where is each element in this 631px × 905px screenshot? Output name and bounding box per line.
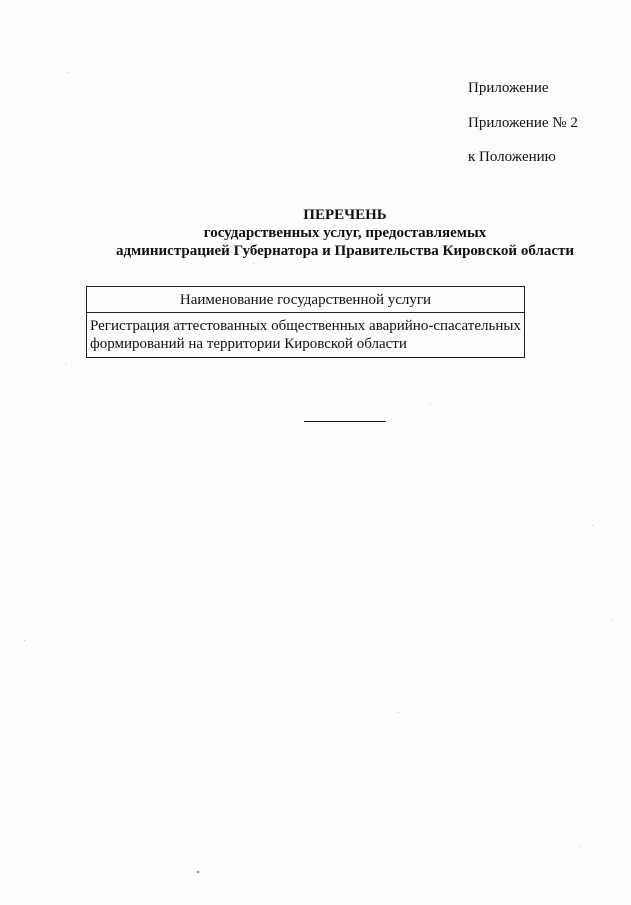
document-title (60, 206, 630, 260)
scan-speck (398, 712, 399, 713)
closing-divider (304, 421, 386, 422)
title-heading: ПЕРЕЧЕНЬ (303, 207, 387, 223)
scan-speck (611, 619, 612, 620)
title-authority: администрацией Губернатора и Правительства Кировской области (115, 243, 575, 259)
annex-number: Приложение № 2 (468, 115, 578, 131)
table-row (87, 313, 525, 358)
table-header-row (87, 287, 525, 313)
scan-speck (592, 525, 593, 526)
scan-speck (197, 871, 199, 873)
scan-speck (24, 640, 25, 641)
scan-speck (253, 263, 254, 264)
annex-reference: к Положению (468, 149, 556, 165)
scan-speck (68, 72, 69, 73)
services-table (86, 286, 525, 358)
scan-speck (430, 404, 431, 405)
scan-speck (66, 364, 67, 365)
title-subheading: государственных услуг, предоставляемых (203, 225, 487, 241)
annex-label: Приложение (468, 80, 549, 96)
scan-speck (580, 846, 581, 847)
table-header-cell: Наименование государственной услуги (87, 287, 525, 313)
table-cell-service: Регистрация аттестованных общественных аварийно-спасательных формирований на территории Кировской области (87, 313, 525, 358)
